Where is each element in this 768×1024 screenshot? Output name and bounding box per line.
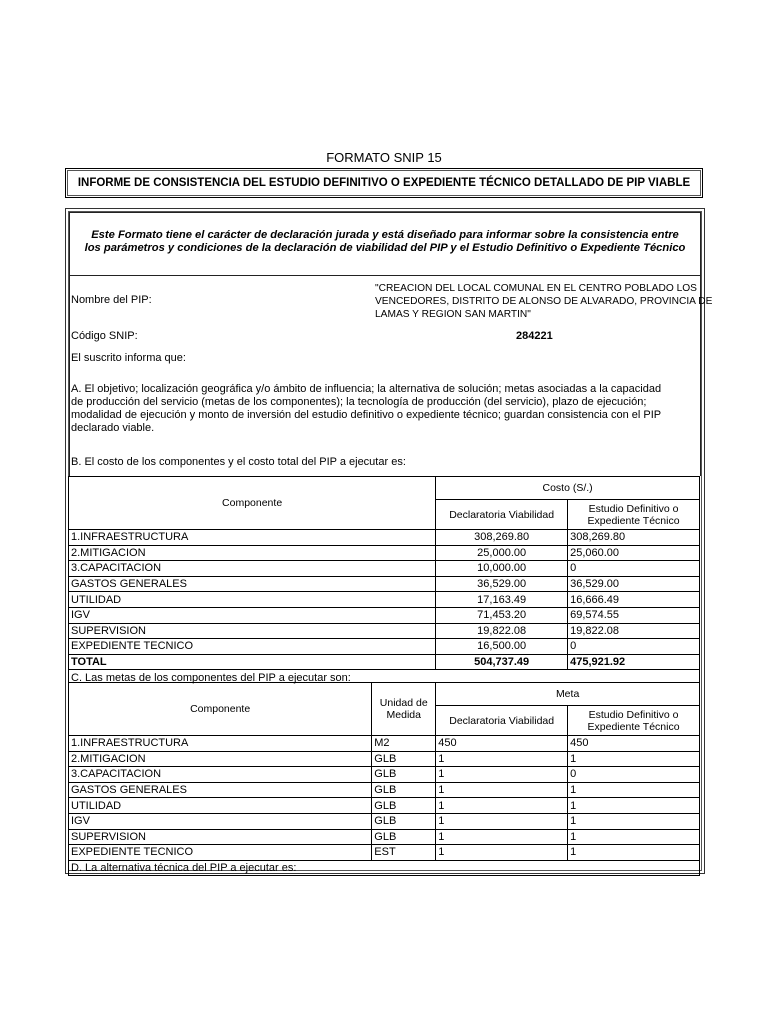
goal-component: SUPERVISION bbox=[69, 829, 372, 845]
goal-component: 1.INFRAESTRUCTURA bbox=[69, 736, 372, 752]
goal-unit: GLB bbox=[372, 782, 436, 798]
section-a-line-4: declarado viable. bbox=[71, 422, 155, 434]
goal-unit: GLB bbox=[372, 767, 436, 783]
pip-name-line-3: LAMAS Y REGION SAN MARTIN" bbox=[375, 309, 531, 320]
report-title: INFORME DE CONSISTENCIA DEL ESTUDIO DEFINITIVO O EXPEDIENTE TÉCNICO DETALLADO DE PIP VIABLE bbox=[77, 177, 691, 189]
table-row bbox=[69, 592, 700, 608]
informs-text: El suscrito informa que: bbox=[71, 352, 186, 364]
table-row bbox=[69, 530, 700, 546]
goals-header-unit-line-2: Medida bbox=[386, 709, 421, 721]
table-row bbox=[69, 607, 700, 623]
goal-viability: 1 bbox=[436, 829, 568, 845]
table-row bbox=[69, 545, 700, 561]
goal-study: 1 bbox=[568, 782, 700, 798]
cost-table bbox=[68, 476, 700, 685]
goal-viability: 450 bbox=[436, 736, 568, 752]
goal-study: 1 bbox=[568, 751, 700, 767]
declaration-text bbox=[70, 229, 700, 255]
cost-component: GASTOS GENERALES bbox=[69, 576, 436, 592]
goal-viability: 1 bbox=[436, 798, 568, 814]
cost-study: 0 bbox=[568, 561, 700, 577]
goal-study: 1 bbox=[568, 845, 700, 861]
goal-viability: 1 bbox=[436, 782, 568, 798]
cost-study: 25,060.00 bbox=[568, 545, 700, 561]
table-row bbox=[69, 561, 700, 577]
pip-name-value bbox=[375, 282, 712, 321]
goal-unit: M2 bbox=[372, 736, 436, 752]
goal-viability: 1 bbox=[436, 751, 568, 767]
cost-component: 2.MITIGACION bbox=[69, 545, 436, 561]
cost-viability: 71,453.20 bbox=[436, 607, 568, 623]
section-a-line-1: A. El objetivo; localización geográfica y/o ámbito de influencia; la alternativa de solución; metas asociadas a la capacidad bbox=[71, 383, 662, 395]
table-row bbox=[69, 751, 700, 767]
goals-header-viability: Declaratoria Viabilidad bbox=[436, 706, 568, 736]
pip-name-label: Nombre del PIP: bbox=[71, 294, 152, 306]
cost-component: EXPEDIENTE TECNICO bbox=[69, 639, 436, 655]
cost-component: UTILIDAD bbox=[69, 592, 436, 608]
table-row bbox=[69, 623, 700, 639]
cost-viability: 16,500.00 bbox=[436, 639, 568, 655]
format-title: FORMATO SNIP 15 bbox=[326, 150, 442, 165]
goal-component: IGV bbox=[69, 813, 372, 829]
cost-study: 308,269.80 bbox=[568, 530, 700, 546]
pip-name-line-2: VENCEDORES, DISTRITO DE ALONSO DE ALVARADO, PROVINCIA DE bbox=[375, 296, 713, 307]
section-a-line-2: de producción del servicio (metas de los componentes); la tecnología de producción (del servicio), plazo de ejecución; bbox=[71, 396, 647, 408]
cost-study: 16,666.49 bbox=[568, 592, 700, 608]
goal-study: 0 bbox=[568, 767, 700, 783]
section-c-label: C. Las metas de los componentes del PIP a ejecutar son: bbox=[69, 670, 700, 685]
goal-study: 450 bbox=[568, 736, 700, 752]
goal-viability: 1 bbox=[436, 813, 568, 829]
goal-study: 1 bbox=[568, 813, 700, 829]
goal-viability: 1 bbox=[436, 845, 568, 861]
table-row bbox=[69, 813, 700, 829]
cost-total-viability: 504,737.49 bbox=[436, 654, 568, 670]
goals-header-study bbox=[568, 706, 700, 736]
cost-study: 36,529.00 bbox=[568, 576, 700, 592]
cost-component: SUPERVISION bbox=[69, 623, 436, 639]
cost-component: 3.CAPACITACION bbox=[69, 561, 436, 577]
goal-study: 1 bbox=[568, 829, 700, 845]
goals-header-unit-line-1: Unidad de bbox=[379, 697, 428, 709]
cost-header-study-line-2: Expediente Técnico bbox=[587, 514, 680, 527]
cost-component: 1.INFRAESTRUCTURA bbox=[69, 530, 436, 546]
goals-header-component: Componente bbox=[69, 683, 372, 736]
section-a-line-3: modalidad de ejecución y monto de inversión del estudio definitivo o expediente técnico; guardan consistencia con el PIP bbox=[71, 409, 662, 421]
goals-header-goal: Meta bbox=[436, 683, 700, 706]
total-row bbox=[69, 654, 700, 670]
goal-component: 2.MITIGACION bbox=[69, 751, 372, 767]
cost-header-viability: Declaratoria Viabilidad bbox=[436, 500, 568, 530]
declaration-line-2: los parámetros y condiciones de la declaración de viabilidad del PIP y el Estudio Definitivo o Expediente Técnico bbox=[84, 242, 686, 254]
table-row bbox=[69, 767, 700, 783]
cost-total-study: 475,921.92 bbox=[568, 654, 700, 670]
cost-viability: 308,269.80 bbox=[436, 530, 568, 546]
table-row bbox=[69, 639, 700, 655]
cost-viability: 17,163.49 bbox=[436, 592, 568, 608]
cost-viability: 36,529.00 bbox=[436, 576, 568, 592]
cost-header-component: Componente bbox=[69, 477, 436, 530]
goal-unit: GLB bbox=[372, 751, 436, 767]
section-a-text bbox=[71, 383, 661, 435]
cost-header-study bbox=[568, 500, 700, 530]
cost-total-label: TOTAL bbox=[69, 654, 436, 670]
goal-unit: EST bbox=[372, 845, 436, 861]
cost-study: 19,822.08 bbox=[568, 623, 700, 639]
cost-viability: 10,000.00 bbox=[436, 561, 568, 577]
cost-study: 0 bbox=[568, 639, 700, 655]
table-row bbox=[69, 798, 700, 814]
pip-name-line-1: "CREACION DEL LOCAL COMUNAL EN EL CENTRO POBLADO LOS bbox=[375, 283, 697, 294]
cost-viability: 25,000.00 bbox=[436, 545, 568, 561]
cost-header-cost: Costo (S/.) bbox=[436, 477, 700, 500]
goal-unit: GLB bbox=[372, 813, 436, 829]
goal-unit: GLB bbox=[372, 798, 436, 814]
goal-component: 3.CAPACITACION bbox=[69, 767, 372, 783]
snip-code-label: Código SNIP: bbox=[71, 330, 138, 342]
goal-viability: 1 bbox=[436, 767, 568, 783]
section-d-label: D. La alternativa técnica del PIP a ejecutar es: bbox=[69, 860, 700, 876]
table-row bbox=[69, 736, 700, 752]
goal-component: GASTOS GENERALES bbox=[69, 782, 372, 798]
cost-component: IGV bbox=[69, 607, 436, 623]
goal-component: UTILIDAD bbox=[69, 798, 372, 814]
snip-code-value: 284221 bbox=[516, 330, 553, 342]
table-row bbox=[69, 782, 700, 798]
declaration-box bbox=[69, 212, 701, 276]
table-row bbox=[69, 829, 700, 845]
goal-unit: GLB bbox=[372, 829, 436, 845]
declaration-line-1: Este Formato tiene el carácter de declaración jurada y está diseñado para informar sobre la consistencia entre bbox=[91, 229, 679, 241]
report-title-box bbox=[65, 168, 703, 198]
goal-study: 1 bbox=[568, 798, 700, 814]
section-b-label: B. El costo de los componentes y el costo total del PIP a ejecutar es: bbox=[71, 456, 406, 468]
goals-table bbox=[68, 682, 700, 876]
goals-header-study-line-1: Estudio Definitivo o bbox=[588, 708, 679, 721]
table-row bbox=[69, 845, 700, 861]
cost-study: 69,574.55 bbox=[568, 607, 700, 623]
table-row bbox=[69, 576, 700, 592]
cost-header-study-line-1: Estudio Definitivo o bbox=[588, 502, 679, 515]
goals-header-unit bbox=[372, 683, 436, 736]
cost-viability: 19,822.08 bbox=[436, 623, 568, 639]
goals-header-study-line-2: Expediente Técnico bbox=[587, 720, 680, 733]
goal-component: EXPEDIENTE TECNICO bbox=[69, 845, 372, 861]
